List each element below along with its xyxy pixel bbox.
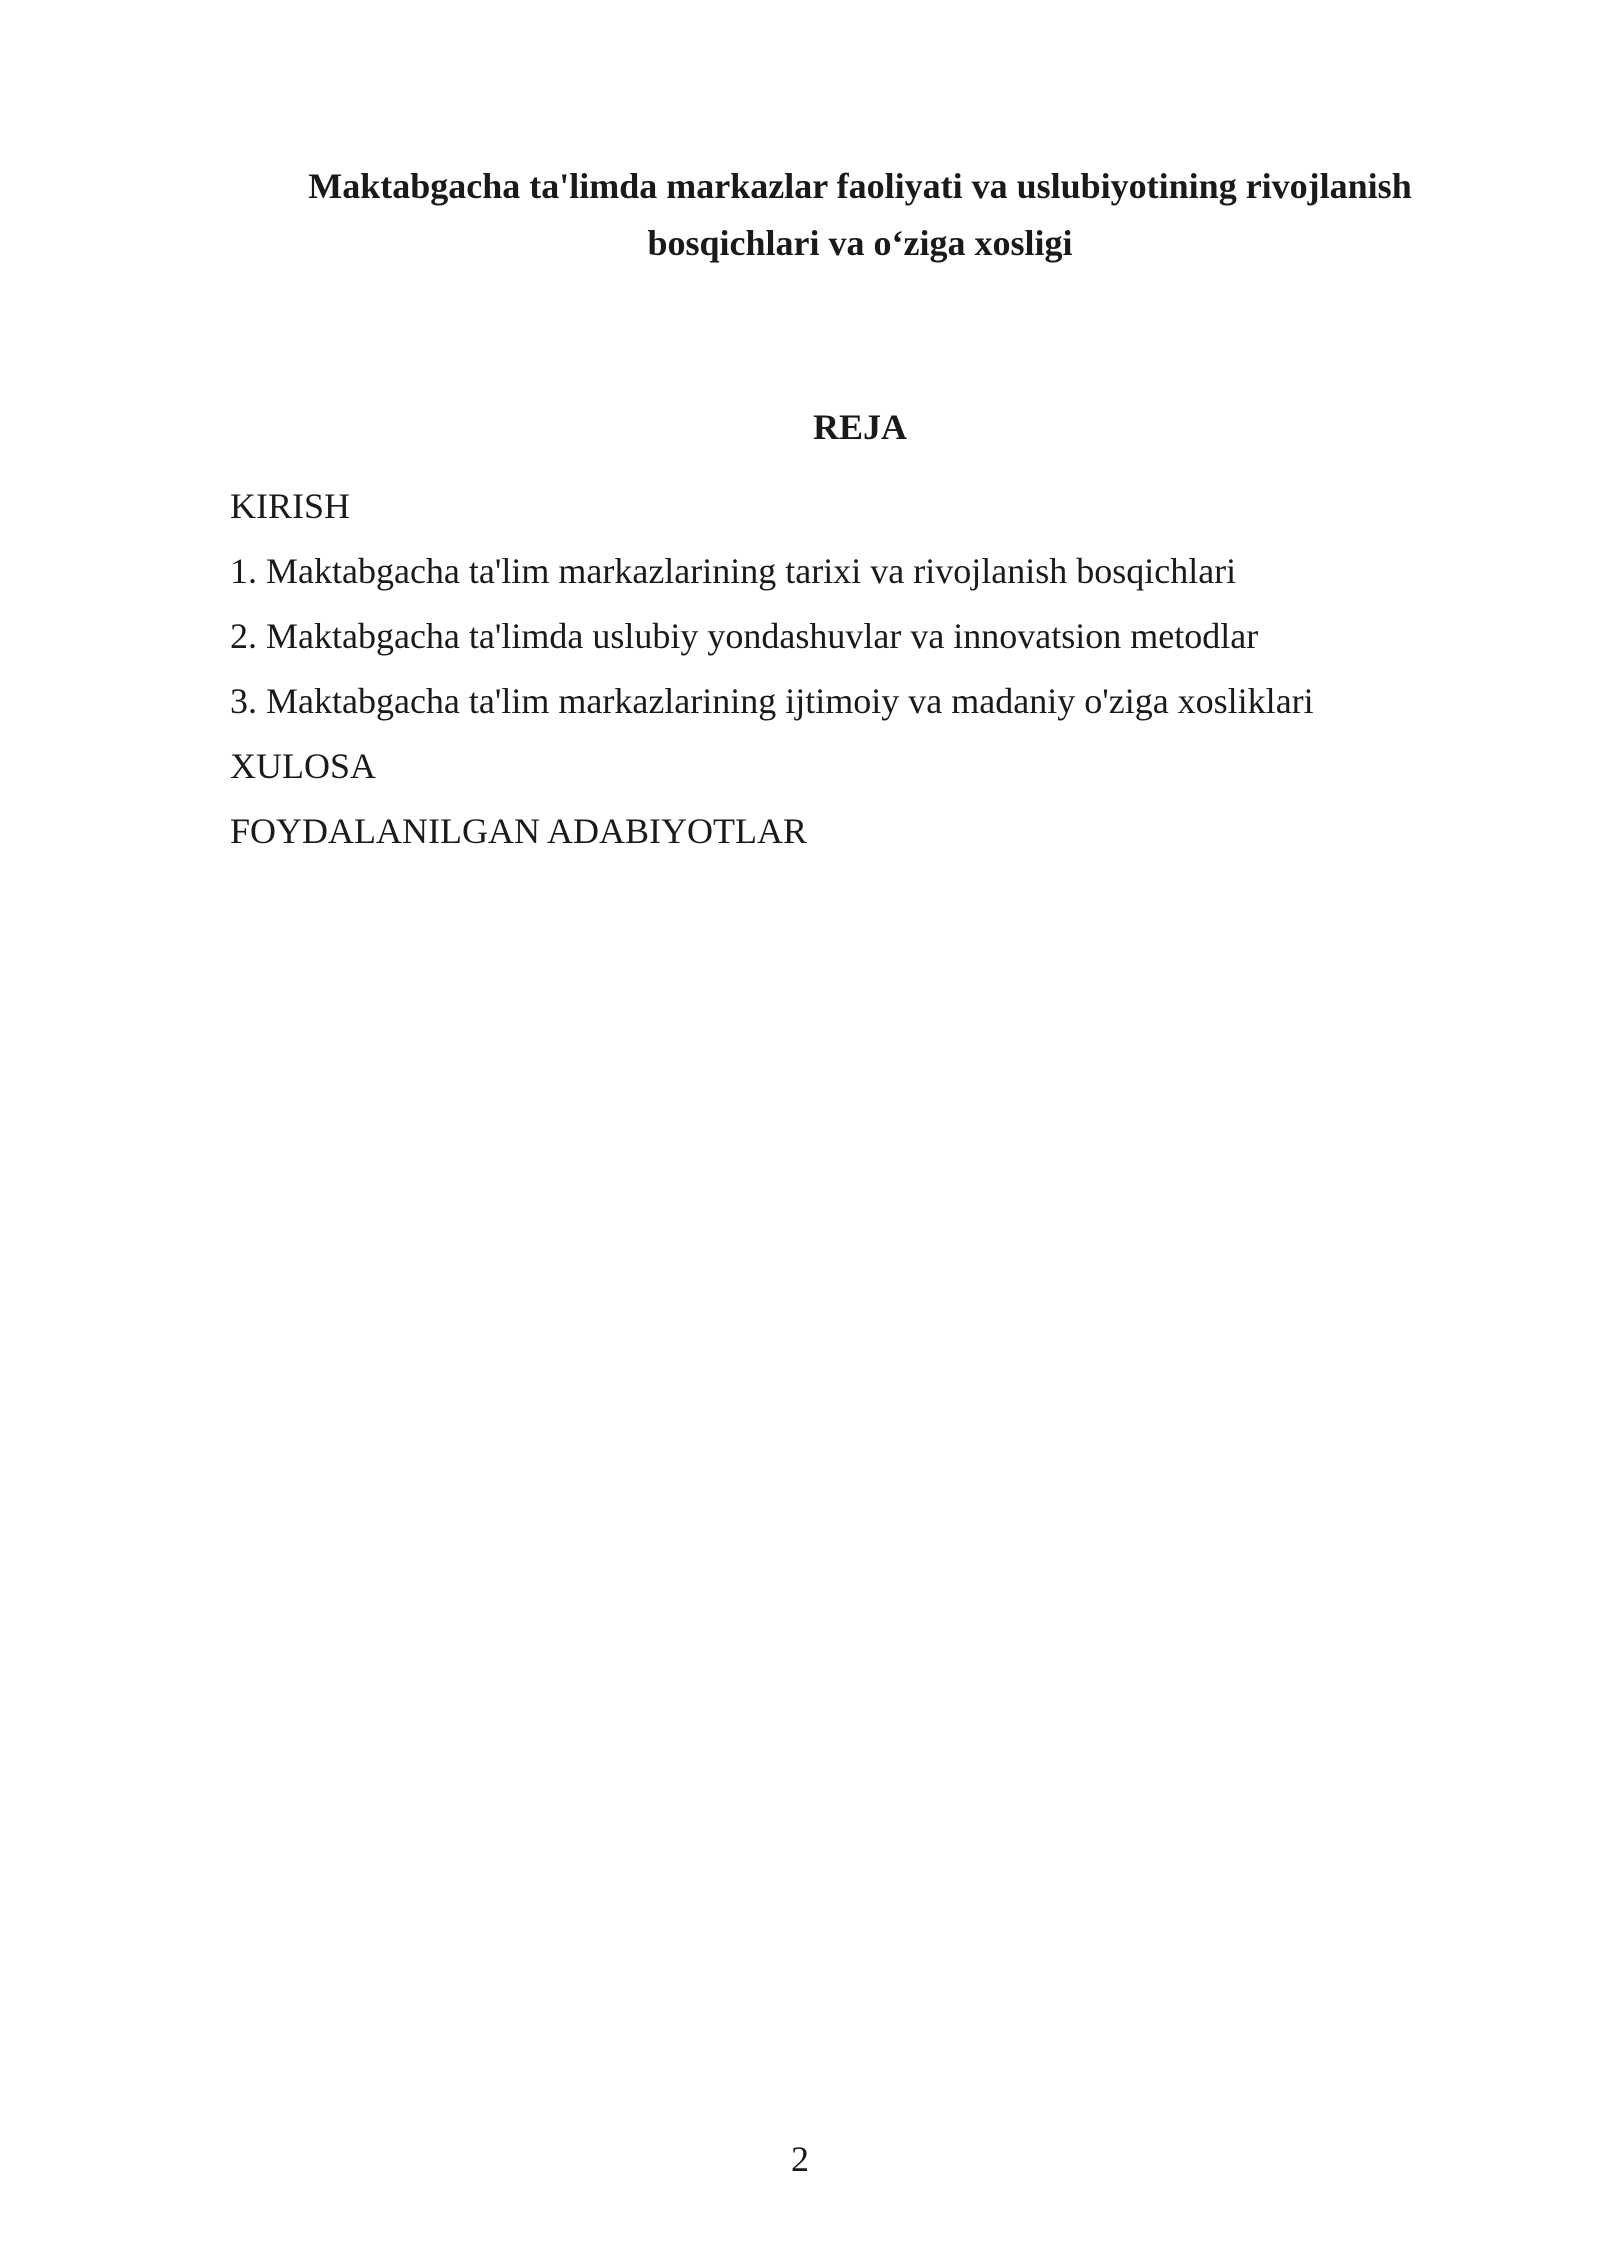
plan-item-2: 2. Maktabgacha ta'limda uslubiy yondashuvlar va innovatsion metodlar [230,616,1259,656]
plan-item-3: 3. Maktabgacha ta'lim markazlarining ijtimoiy va madaniy o'ziga xosliklari [230,681,1314,721]
plan-list [230,474,1530,864]
plan-heading: REJA [812,407,907,447]
plan-item-references: FOYDALANILGAN ADABIYOTLAR [230,811,807,851]
document-title [230,158,1490,272]
plan-item-1: 1. Maktabgacha ta'lim markazlarining tarixi va rivojlanish bosqichlari [230,551,1237,591]
plan-item-conclusion: XULOSA [230,746,377,786]
plan-item-introduction: KIRISH [230,486,351,526]
document-title-line-2: bosqichlari va o‘ziga xosligi [647,223,1073,263]
page-number: 2 [791,2139,809,2179]
document-title-line-1: Maktabgacha ta'limda markazlar faoliyati va uslubiyotining rivojlanish [308,166,1412,206]
